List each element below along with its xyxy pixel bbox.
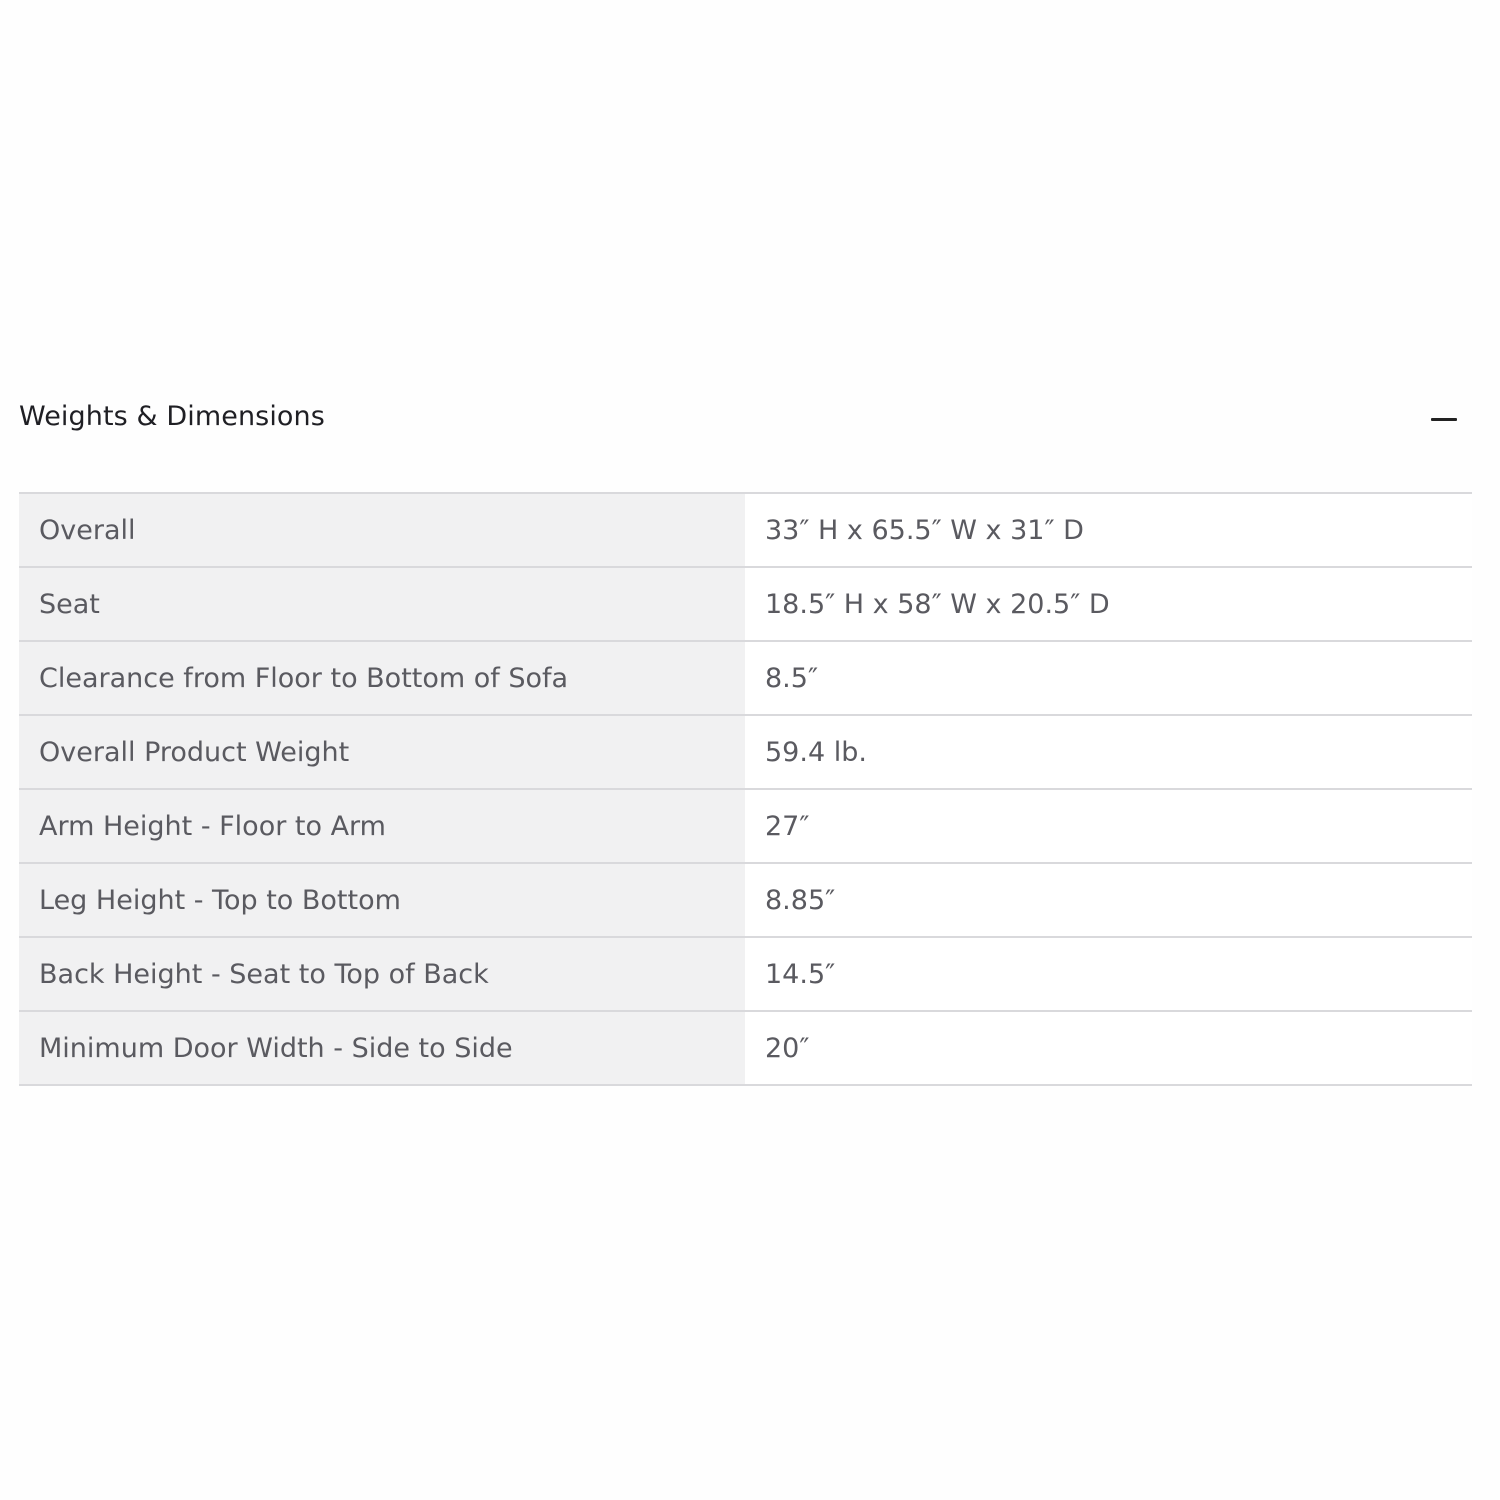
row-value: 8.5″ bbox=[745, 641, 1472, 715]
table-row bbox=[19, 1011, 1472, 1085]
row-value: 14.5″ bbox=[745, 937, 1472, 1011]
table-row bbox=[19, 863, 1472, 937]
table-row bbox=[19, 641, 1472, 715]
table-row bbox=[19, 937, 1472, 1011]
row-label: Seat bbox=[19, 567, 745, 641]
table-row bbox=[19, 789, 1472, 863]
dimensions-table bbox=[19, 492, 1472, 1086]
table-row bbox=[19, 567, 1472, 641]
row-label: Overall Product Weight bbox=[19, 715, 745, 789]
table-row bbox=[19, 715, 1472, 789]
row-label: Leg Height - Top to Bottom bbox=[19, 863, 745, 937]
weights-dimensions-section bbox=[19, 385, 1472, 1064]
row-label: Arm Height - Floor to Arm bbox=[19, 789, 745, 863]
minus-icon bbox=[1431, 418, 1457, 421]
row-label: Clearance from Floor to Bottom of Sofa bbox=[19, 641, 745, 715]
row-value: 8.85″ bbox=[745, 863, 1472, 937]
row-label: Overall bbox=[19, 493, 745, 567]
accordion-header[interactable] bbox=[19, 385, 1472, 449]
table-row bbox=[19, 493, 1472, 567]
row-label: Back Height - Seat to Top of Back bbox=[19, 937, 745, 1011]
collapse-toggle-button[interactable] bbox=[1430, 405, 1458, 433]
row-value: 18.5″ H x 58″ W x 20.5″ D bbox=[745, 567, 1472, 641]
row-value: 27″ bbox=[745, 789, 1472, 863]
row-value: 59.4 lb. bbox=[745, 715, 1472, 789]
row-value: 33″ H x 65.5″ W x 31″ D bbox=[745, 493, 1472, 567]
section-title: Weights & Dimensions bbox=[19, 400, 325, 432]
row-value: 20″ bbox=[745, 1011, 1472, 1085]
row-label: Minimum Door Width - Side to Side bbox=[19, 1011, 745, 1085]
